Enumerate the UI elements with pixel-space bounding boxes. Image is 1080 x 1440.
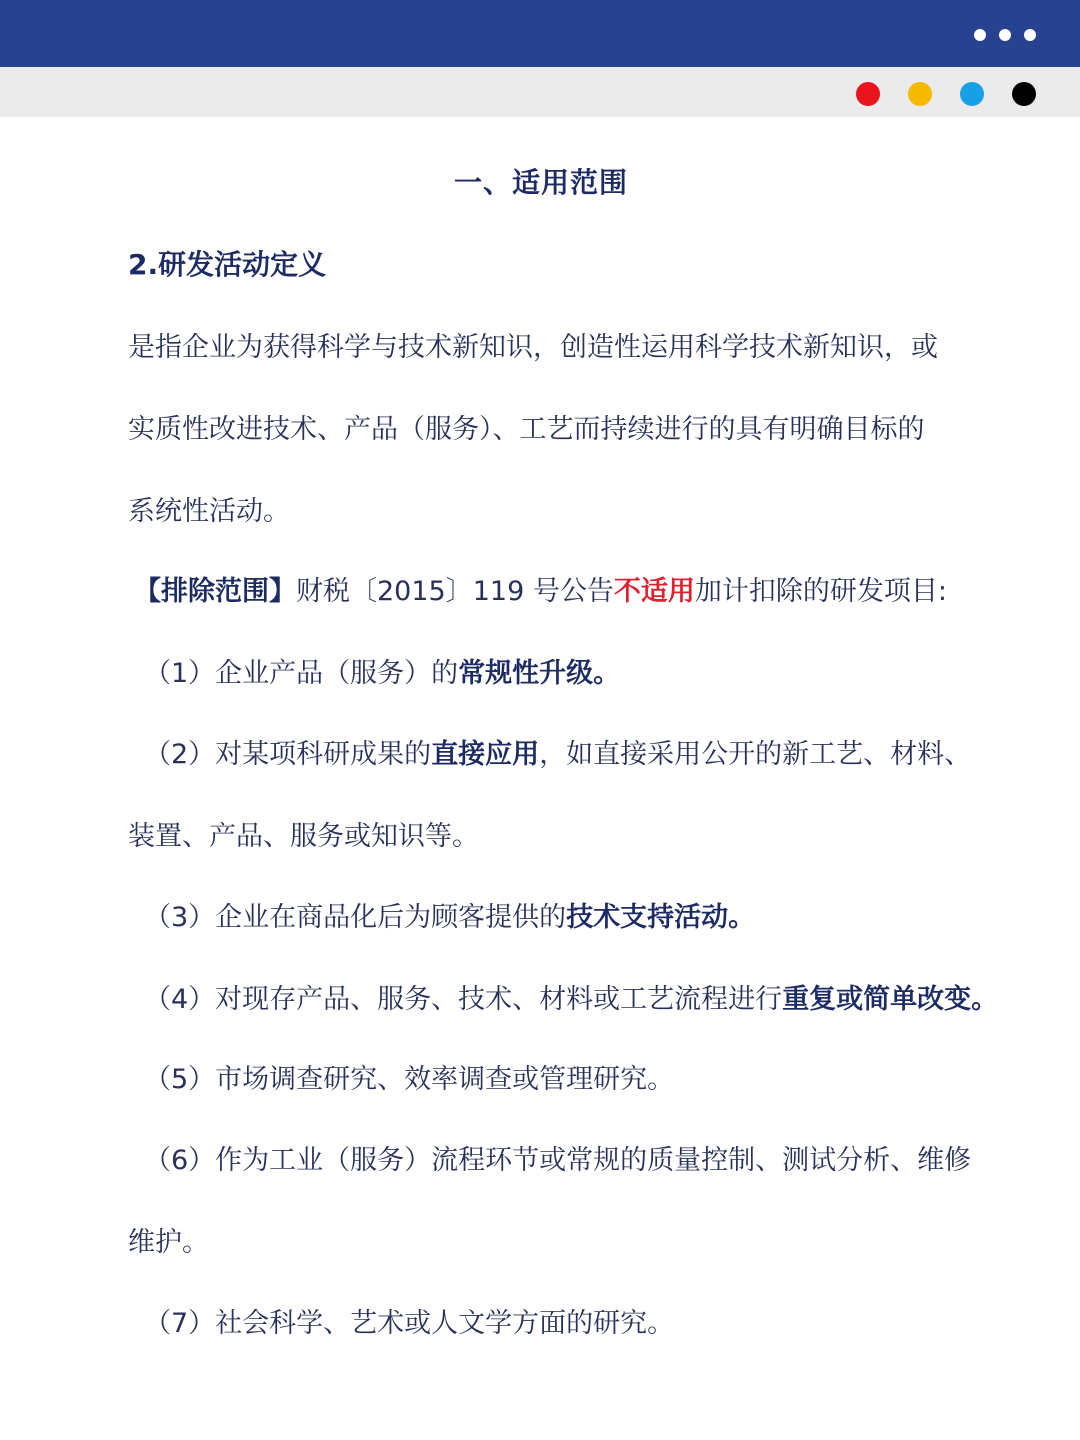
window-header-bar <box>0 0 1080 67</box>
definition-line-3: 系统性活动。 <box>128 496 290 527</box>
item-2-continuation: 装置、产品、服务或知识等。 <box>128 821 479 852</box>
color-toolbar <box>0 67 1080 117</box>
more-options-button[interactable] <box>974 24 1036 46</box>
section-heading: 2.研发活动定义 <box>128 248 327 281</box>
item-1-prefix: （1）企业产品（服务）的 <box>144 658 459 689</box>
list-item: （5）市场调查研究、效率调查或管理研究。 <box>144 1064 675 1095</box>
exclusion-highlight: 不适用 <box>613 576 695 607</box>
color-swatch-black[interactable] <box>1012 82 1036 106</box>
more-horizontal-icon <box>974 29 986 41</box>
color-swatch-blue[interactable] <box>960 82 984 106</box>
item-2-suffix: ，如直接采用公开的新工艺、材料、 <box>539 739 972 770</box>
color-swatch-yellow[interactable] <box>908 82 932 106</box>
item-4-emphasis: 重复或简单改变。 <box>782 984 999 1015</box>
list-item <box>144 977 998 1016</box>
item-6-continuation: 维护。 <box>128 1227 209 1258</box>
item-4-prefix: （4）对现存产品、服务、技术、材料或工艺流程进行 <box>144 984 783 1015</box>
exclusion-paragraph <box>134 569 947 608</box>
definition-line-1: 是指企业为获得科学与技术新知识，创造性运用科学技术新知识，或 <box>128 332 938 363</box>
list-item: （7）社会科学、艺术或人文学方面的研究。 <box>144 1308 675 1339</box>
item-1-emphasis: 常规性升级。 <box>458 658 621 689</box>
list-item: （6）作为工业（服务）流程环节或常规的质量控制、测试分析、维修 <box>144 1145 972 1176</box>
exclusion-text-after: 加计扣除的研发项目: <box>694 576 947 607</box>
exclusion-text-before: 财税〔2015〕119 号公告 <box>296 576 614 607</box>
list-item <box>144 895 755 934</box>
item-2-emphasis: 直接应用 <box>431 739 540 770</box>
page-title: 一、适用范围 <box>453 166 628 199</box>
color-swatch-red[interactable] <box>856 82 880 106</box>
list-item <box>144 732 971 771</box>
exclusion-label: 【排除范围】 <box>134 576 296 607</box>
more-horizontal-icon <box>1024 29 1036 41</box>
item-3-emphasis: 技术支持活动。 <box>566 902 756 933</box>
list-item <box>144 651 620 690</box>
definition-line-2: 实质性改进技术、产品（服务）、工艺而持续进行的具有明确目标的 <box>128 414 925 445</box>
more-horizontal-icon <box>999 29 1011 41</box>
item-2-prefix: （2）对某项科研成果的 <box>144 739 432 770</box>
item-3-prefix: （3）企业在商品化后为顾客提供的 <box>144 902 567 933</box>
